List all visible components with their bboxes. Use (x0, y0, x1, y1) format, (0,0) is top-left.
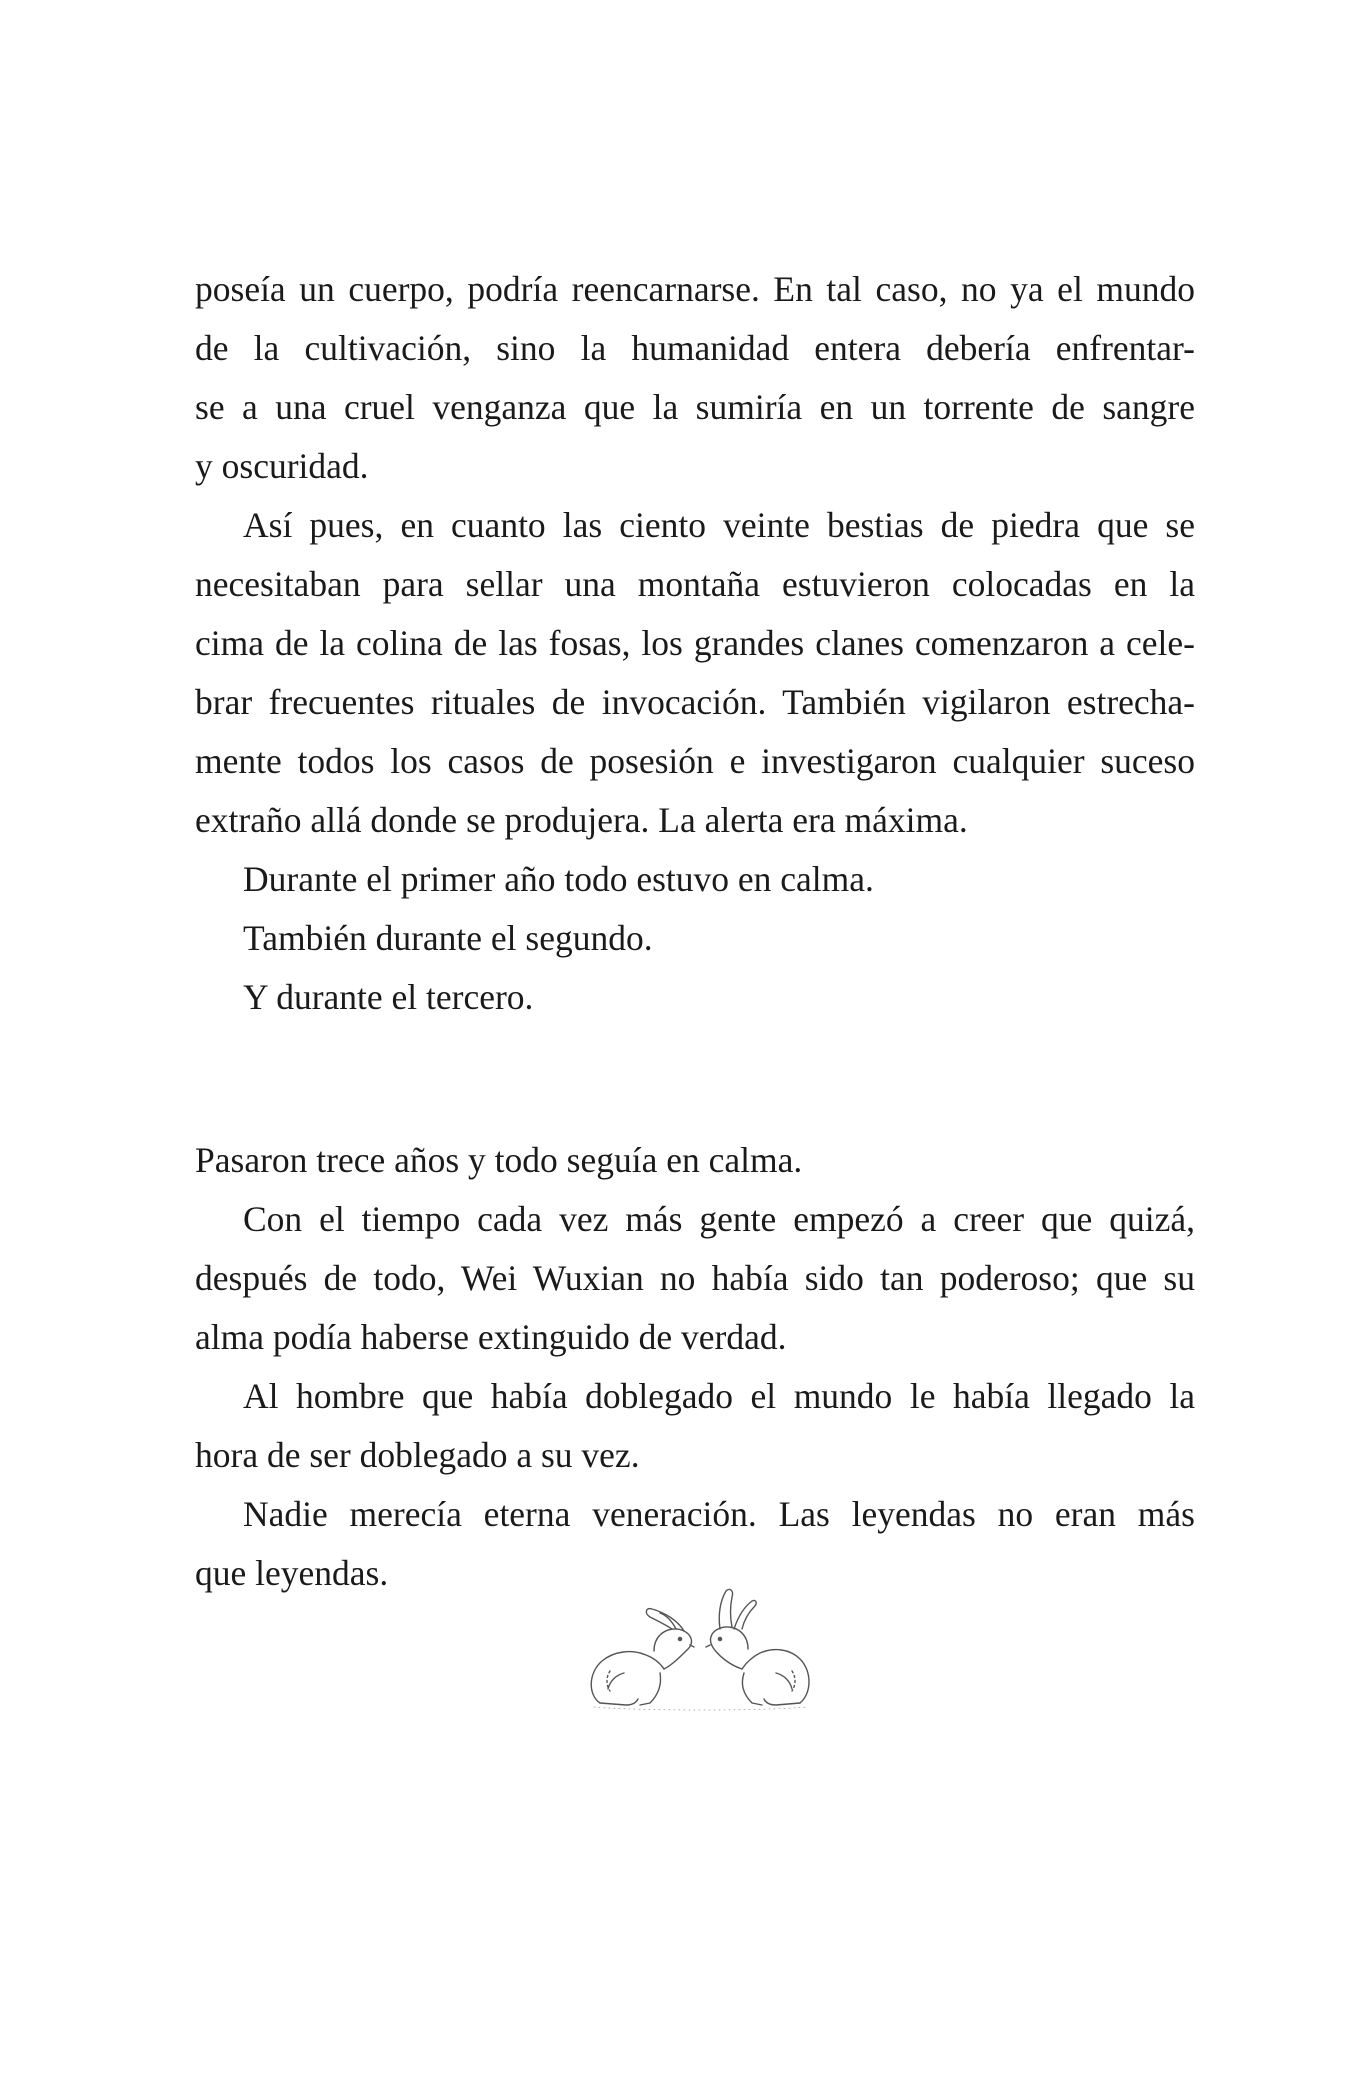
text-line: hora de ser doblegado a su vez. (195, 1435, 640, 1475)
text-line: se a una cruel venganza que la sumiría en un torrente de sangre (195, 387, 1195, 427)
two-rabbits-illustration-icon (580, 1585, 820, 1715)
text-line: extraño allá donde se produjera. La alerta era máxima. (195, 800, 968, 840)
text-line: poseía un cuerpo, podría reencarnarse. En tal caso, no ya el mundo (195, 269, 1195, 309)
right-rabbit-icon (706, 1589, 809, 1705)
text-line: También durante el segundo. (243, 918, 653, 958)
text-line: alma podía haberse extinguido de verdad. (195, 1317, 787, 1357)
text-line: brar frecuentes rituales de invocación. También vigilaron estrecha- (195, 682, 1195, 722)
text-line: Con el tiempo cada vez más gente empezó a creer que quizá, (243, 1199, 1195, 1239)
text-line: necesitaban para sellar una montaña estuvieron colocadas en la (195, 564, 1195, 604)
text-line: Nadie merecía eterna veneración. Las leyendas no eran más (243, 1494, 1195, 1534)
text-line: Y durante el tercero. (243, 977, 534, 1017)
text-line: Pasaron trece años y todo seguía en calma. (195, 1140, 803, 1180)
text-line: Durante el primer año todo estuvo en calma. (243, 859, 874, 899)
text-line: y oscuridad. (195, 446, 369, 486)
text-line: cima de la colina de las fosas, los grandes clanes comenzaron a cele- (195, 623, 1195, 663)
text-line: que leyendas. (195, 1553, 389, 1593)
text-line: de la cultivación, sino la humanidad entera debería enfrentar- (195, 328, 1195, 368)
text-line: Al hombre que había doblegado el mundo le había llegado la (243, 1376, 1195, 1416)
text-line: Así pues, en cuanto las ciento veinte bestias de piedra que se (243, 505, 1195, 545)
text-line: después de todo, Wei Wuxian no había sido tan poderoso; que su (195, 1258, 1195, 1298)
left-rabbit-icon (591, 1609, 694, 1705)
text-line: mente todos los casos de posesión e investigaron cualquier suceso (195, 741, 1195, 781)
